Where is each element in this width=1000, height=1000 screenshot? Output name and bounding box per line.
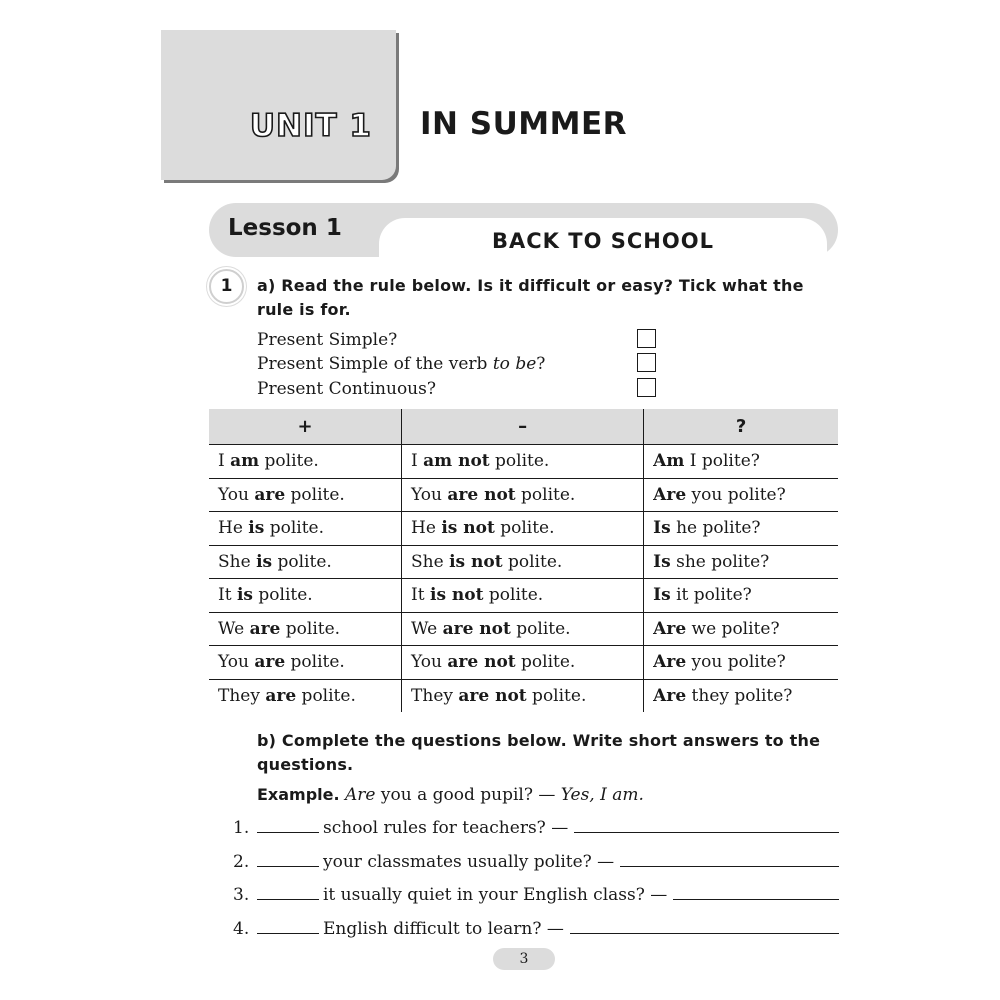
unit-header-box — [161, 30, 396, 180]
header-positive: + — [209, 409, 402, 445]
table-cell: They are polite. — [209, 679, 402, 712]
table-cell: Are you polite? — [644, 478, 838, 512]
unit-title: IN SUMMER — [420, 106, 628, 142]
table-row — [209, 612, 838, 646]
example-label: Example. — [257, 785, 340, 804]
table-cell: Are they polite? — [644, 679, 838, 712]
table-cell: You are polite. — [209, 478, 402, 512]
table-row — [209, 445, 838, 479]
grammar-table — [209, 409, 838, 712]
answer-blank[interactable] — [257, 932, 319, 934]
table-row — [209, 579, 838, 613]
table-cell: Is he polite? — [644, 512, 838, 546]
table-cell: You are not polite. — [402, 646, 644, 680]
question-item: 3. it usually quiet in your English class? — — [233, 881, 839, 905]
checkbox-present-continuous[interactable] — [637, 378, 656, 397]
table-cell: He is polite. — [209, 512, 402, 546]
table-cell: Are you polite? — [644, 646, 838, 680]
answer-line[interactable] — [620, 866, 839, 867]
answer-blank[interactable] — [257, 865, 319, 867]
checkbox-present-simple[interactable] — [637, 329, 656, 348]
question-item: 2. your classmates usually polite? — — [233, 848, 839, 872]
page-number: 3 — [493, 948, 555, 970]
header-negative: – — [402, 409, 644, 445]
table-row — [209, 545, 838, 579]
table-cell: Am I polite? — [644, 445, 838, 479]
answer-blank[interactable] — [257, 831, 319, 833]
table-cell: He is not polite. — [402, 512, 644, 546]
checkbox-present-simple-to-be[interactable] — [637, 353, 656, 372]
answer-line[interactable] — [673, 899, 839, 900]
table-cell: Is it polite? — [644, 579, 838, 613]
table-cell: You are not polite. — [402, 478, 644, 512]
option-present-simple: Present Simple? — [257, 330, 398, 350]
table-row — [209, 679, 838, 712]
header-question: ? — [644, 409, 838, 445]
answer-line[interactable] — [574, 832, 839, 833]
answer-line[interactable] — [570, 933, 839, 934]
answer-blank[interactable] — [257, 898, 319, 900]
lesson-label: Lesson 1 — [228, 215, 342, 241]
option-present-continuous: Present Continuous? — [257, 379, 436, 399]
table-cell: She is polite. — [209, 545, 402, 579]
example-line: Example. Are you a good pupil? — Yes, I am. — [257, 785, 644, 805]
exercise-b-instruction: b) Complete the questions below. Write short answers to the questions. — [257, 731, 821, 774]
option-present-simple-to-be: Present Simple of the verb to be? — [257, 354, 546, 374]
question-item: 1. school rules for teachers? — — [233, 814, 839, 838]
unit-label: UNIT 1 — [249, 108, 372, 144]
table-row — [209, 478, 838, 512]
table-cell: I am polite. — [209, 445, 402, 479]
table-row — [209, 512, 838, 546]
table-cell: I am not polite. — [402, 445, 644, 479]
table-cell: We are not polite. — [402, 612, 644, 646]
exercise-a-instruction: a) Read the rule below. Is it difficult or easy? Tick what the rule is for. — [257, 276, 804, 319]
table-row — [209, 646, 838, 680]
table-cell: It is polite. — [209, 579, 402, 613]
lesson-title: BACK TO SCHOOL — [492, 229, 714, 253]
table-cell: We are polite. — [209, 612, 402, 646]
table-cell: Are we polite? — [644, 612, 838, 646]
table-cell: Is she polite? — [644, 545, 838, 579]
table-cell: They are not polite. — [402, 679, 644, 712]
table-cell: You are polite. — [209, 646, 402, 680]
question-item: 4. English difficult to learn? — — [233, 915, 839, 939]
table-cell: It is not polite. — [402, 579, 644, 613]
table-cell: She is not polite. — [402, 545, 644, 579]
exercise-number-badge: 1 — [209, 269, 244, 304]
